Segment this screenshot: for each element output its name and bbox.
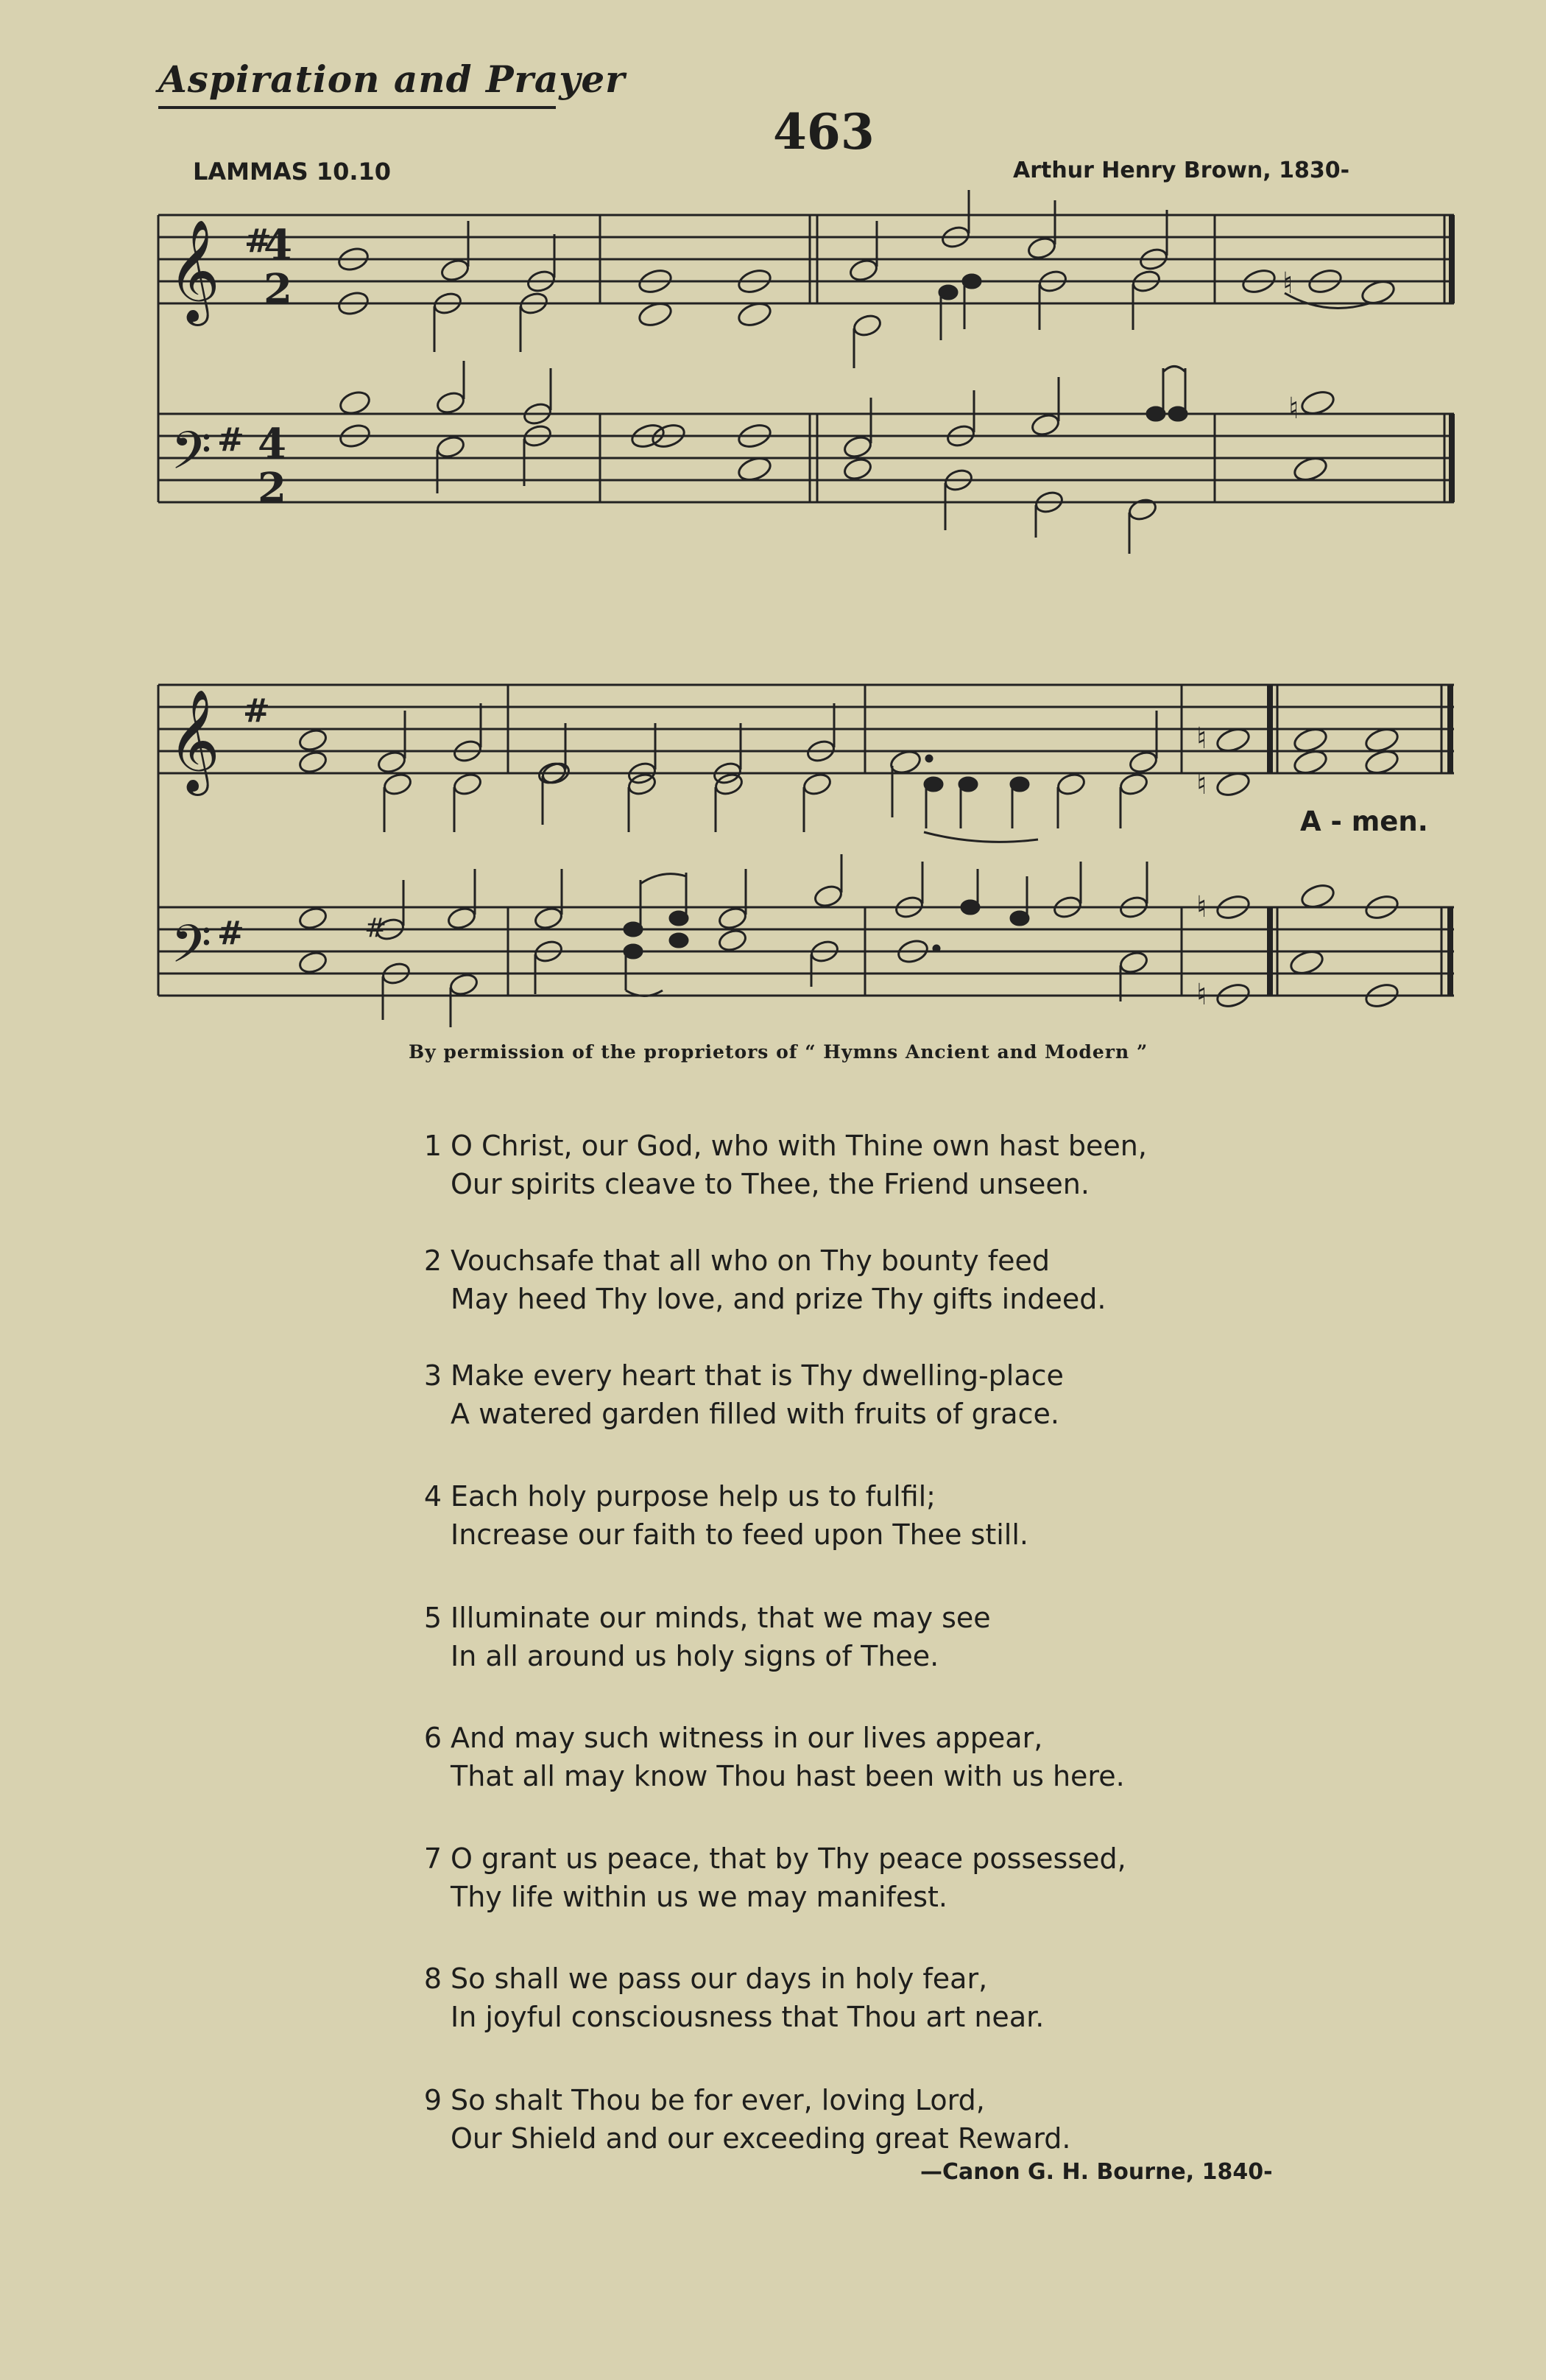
svg-text:𝄞: 𝄞 (168, 219, 220, 322)
verse-line: Our Shield and our exceeding great Reward. (451, 2122, 1071, 2155)
verse-line: Increase our faith to feed upon Thee still. (451, 1518, 1028, 1551)
svg-text:#: # (217, 421, 244, 459)
verse-line: So shall we pass our days in holy fear, (451, 1962, 988, 1995)
clefs-1 (168, 219, 292, 513)
verse-line: Our spirits cleave to Thee, the Friend unseen. (451, 1168, 1090, 1200)
verse-line: Make every heart that is Thy dwelling-place (451, 1359, 1064, 1392)
barlines-2 (158, 685, 1450, 996)
bass-staff-2 (158, 907, 1454, 996)
treble-notes-1 (336, 190, 1397, 368)
verse-number: 8 (423, 1962, 442, 1995)
verse-number: 6 (423, 1722, 442, 1754)
verse-line: And may such witness in our lives appear, (451, 1722, 1043, 1754)
svg-text:2: 2 (264, 265, 292, 314)
svg-text:♮: ♮ (1288, 392, 1299, 426)
music-system-1 (158, 190, 1454, 554)
verse-number: 1 (423, 1130, 442, 1162)
verse-line: In all around us holy signs of Thee. (451, 1640, 939, 1672)
verse-line: Illuminate our minds, that we may see (451, 1602, 991, 1634)
verse-line: O Christ, our God, who with Thine own hast been, (451, 1130, 1147, 1162)
verse-number: 7 (423, 1842, 442, 1875)
text-author: —Canon G. H. Bourne, 1840- (920, 2159, 1273, 2185)
hymn-number: 463 (773, 103, 875, 161)
verse-number: 2 (423, 1244, 442, 1277)
verse-number: 9 (423, 2084, 442, 2116)
treble-staff-2 (158, 685, 1454, 773)
verse-line: Thy life within us we may manifest. (451, 1881, 948, 1913)
tune-name: LAMMAS 10.10 (193, 158, 392, 186)
music-score (0, 0, 1546, 1075)
svg-text:𝄢: 𝄢 (171, 914, 212, 987)
svg-text:𝄢: 𝄢 (171, 420, 212, 494)
svg-text:♮: ♮ (1196, 978, 1207, 1012)
svg-text:♮: ♮ (1196, 767, 1207, 801)
permission-notice: By permission of the proprietors of “ Hymns Ancient and Modern ” (409, 1041, 1148, 1063)
svg-text:𝄞: 𝄞 (168, 689, 220, 792)
bass-notes-2 (297, 854, 1400, 1027)
verse-line: May heed Thy love, and prize Thy gifts indeed. (451, 1283, 1106, 1315)
verse-number: 3 (423, 1359, 442, 1392)
music-system-2 (158, 685, 1454, 1027)
svg-text:♮: ♮ (1282, 267, 1293, 300)
verse-line: In joyful consciousness that Thou art near. (451, 2001, 1045, 2033)
verse-line: Vouchsafe that all who on Thy bounty feed (451, 1244, 1051, 1277)
clefs-2 (168, 689, 270, 987)
svg-text:2: 2 (258, 464, 286, 513)
svg-text:4: 4 (258, 420, 286, 468)
verse-line: That all may know Thou hast been with us here. (451, 1760, 1125, 1792)
composer: Arthur Henry Brown, 1830- (1013, 158, 1350, 183)
svg-text:#: # (364, 913, 387, 943)
amen-lyric: A - men. (1300, 806, 1428, 837)
verse-number: 4 (423, 1480, 442, 1513)
svg-text:4: 4 (264, 221, 292, 270)
verse-line: O grant us peace, that by Thy peace possessed, (451, 1842, 1126, 1875)
svg-text:♮: ♮ (1196, 722, 1207, 756)
verse-line: A watered garden filled with fruits of grace. (451, 1398, 1059, 1430)
verse-line: Each holy purpose help us to fulfil; (451, 1480, 936, 1513)
verse-line: So shalt Thou be for ever, loving Lord, (451, 2084, 985, 2116)
svg-text:#: # (243, 692, 270, 730)
svg-text:#: # (217, 915, 244, 952)
verse-number: 5 (423, 1602, 442, 1634)
svg-text:♮: ♮ (1196, 890, 1207, 924)
section-title: Aspiration and Prayer (158, 57, 626, 101)
svg-text:#: # (244, 222, 272, 260)
